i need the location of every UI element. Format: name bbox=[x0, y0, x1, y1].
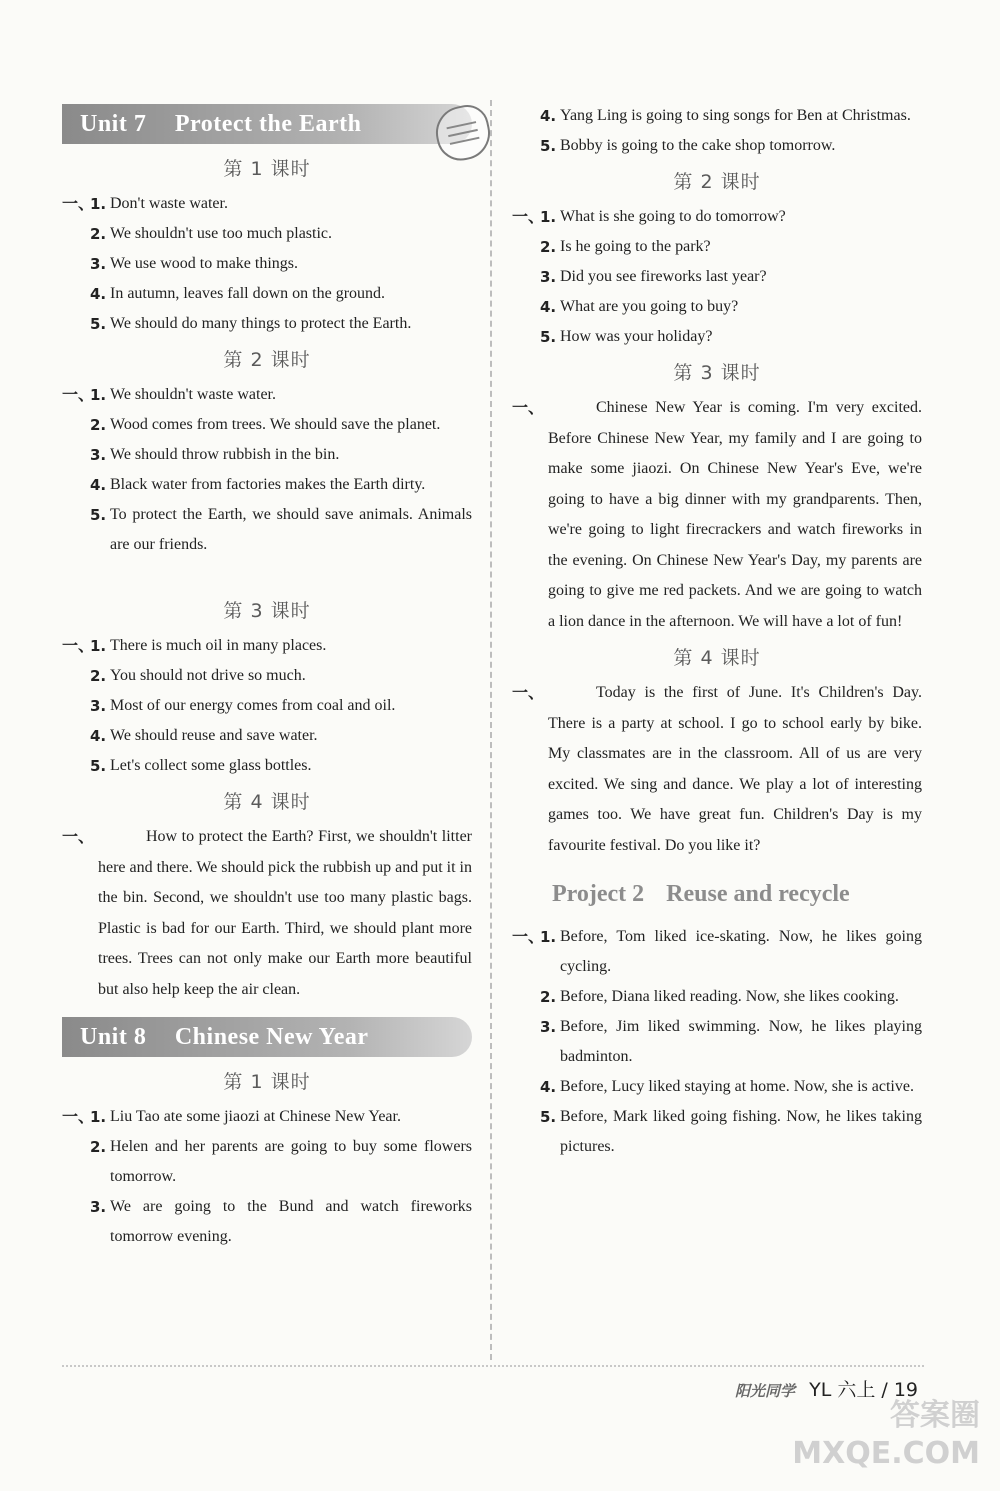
item-number: 2. bbox=[90, 667, 107, 685]
list-item bbox=[512, 262, 922, 292]
item-text: Is he going to the park? bbox=[560, 238, 711, 255]
item-text: Helen and her parents are going to buy some flowers tomorrow. bbox=[110, 1138, 472, 1185]
list-item bbox=[62, 380, 472, 410]
item-number: 1. bbox=[540, 928, 557, 946]
item-text: What are you going to buy? bbox=[560, 298, 739, 315]
lesson-heading: 第 2 课时 bbox=[673, 171, 761, 193]
watermark-line1: 答案圈 bbox=[890, 1398, 980, 1433]
section-mark: 一、 bbox=[62, 1107, 95, 1126]
item-text: There is much oil in many places. bbox=[110, 637, 327, 654]
item-number: 3. bbox=[90, 446, 107, 464]
lesson-heading: 第 4 课时 bbox=[673, 647, 761, 669]
list-item bbox=[62, 751, 472, 781]
footer-divider bbox=[62, 1365, 924, 1367]
list-item bbox=[62, 279, 472, 309]
watermark-logo bbox=[792, 1397, 980, 1473]
list-item bbox=[62, 309, 472, 339]
item-text: We are going to the Bund and watch fireworks tomorrow evening. bbox=[110, 1198, 472, 1245]
item-number: 5. bbox=[90, 506, 107, 524]
item-number: 2. bbox=[90, 416, 107, 434]
item-text: Before, Jim liked swimming. Now, he likes playing badminton. bbox=[560, 1018, 922, 1065]
lesson-heading: 第 1 课时 bbox=[223, 1071, 311, 1093]
item-text: Liu Tao ate some jiaozi at Chinese New Year. bbox=[110, 1108, 401, 1125]
item-number: 1. bbox=[90, 637, 107, 655]
item-number: 2. bbox=[90, 225, 107, 243]
item-number: 2. bbox=[540, 988, 557, 1006]
list-item bbox=[512, 202, 922, 232]
list-item bbox=[512, 322, 922, 352]
item-number: 5. bbox=[90, 757, 107, 775]
item-number: 1. bbox=[90, 1108, 107, 1126]
section-mark: 一、 bbox=[62, 827, 95, 846]
item-number: 3. bbox=[90, 697, 107, 715]
item-number: 1. bbox=[90, 386, 107, 404]
item-number: 4. bbox=[90, 285, 107, 303]
item-number: 5. bbox=[540, 137, 557, 155]
exercise-list bbox=[512, 922, 922, 1162]
list-item bbox=[62, 249, 472, 279]
section-mark: 一、 bbox=[62, 385, 95, 404]
item-number: 1. bbox=[90, 195, 107, 213]
brand-logo: 阳光同学 bbox=[735, 1382, 796, 1400]
list-item bbox=[512, 101, 922, 131]
paragraph-text: Chinese New Year is coming. I'm very excited. Before Chinese New Year, my family and I are going to make some jiaozi. On Chinese New Year's Eve, we're going to have a big dinner with my grandparents. Then, we're going to light firecrackers and watch fireworks in the evening. On Chinese New Year's Day, my parents are going to give me red packets. And we are going to watch a lion dance in the afternoon. We will have a lot of fun! bbox=[548, 399, 922, 630]
item-number: 5. bbox=[540, 328, 557, 346]
item-number: 4. bbox=[90, 727, 107, 745]
unit7-label: Unit 7 bbox=[80, 111, 147, 137]
item-number: 2. bbox=[540, 238, 557, 256]
lesson-heading: 第 4 课时 bbox=[223, 791, 311, 813]
item-text: Most of our energy comes from coal and oil. bbox=[110, 697, 396, 714]
list-item bbox=[512, 1012, 922, 1072]
page-number: / 19 bbox=[881, 1379, 918, 1401]
item-text: In autumn, leaves fall down on the ground. bbox=[110, 285, 386, 302]
item-number: 3. bbox=[540, 1018, 557, 1036]
list-item bbox=[62, 1132, 472, 1192]
item-text: We should reuse and save water. bbox=[110, 727, 318, 744]
item-text: We shouldn't use too much plastic. bbox=[110, 225, 333, 242]
exercise-list bbox=[512, 202, 922, 352]
item-number: 3. bbox=[90, 255, 107, 273]
list-item bbox=[512, 982, 922, 1012]
list-item bbox=[62, 1192, 472, 1252]
list-item bbox=[62, 470, 472, 500]
item-number: 5. bbox=[90, 315, 107, 333]
exercise-list bbox=[62, 631, 472, 781]
item-number: 4. bbox=[540, 107, 557, 125]
project-label: Project 2 bbox=[552, 881, 645, 907]
item-text: You should not drive so much. bbox=[110, 667, 306, 684]
item-text: Wood comes from trees. We should save the planet. bbox=[110, 416, 441, 433]
item-number: 3. bbox=[90, 1198, 107, 1216]
item-text: We should throw rubbish in the bin. bbox=[110, 446, 340, 463]
item-text: Let's collect some glass bottles. bbox=[110, 757, 312, 774]
exercise-list bbox=[62, 1102, 472, 1252]
list-item bbox=[62, 631, 472, 661]
list-item bbox=[512, 922, 922, 982]
list-item bbox=[62, 721, 472, 751]
lesson-heading: 第 1 课时 bbox=[223, 158, 311, 180]
item-text: Black water from factories makes the Earth dirty. bbox=[110, 476, 426, 493]
item-number: 4. bbox=[540, 298, 557, 316]
item-text: Before, Diana liked reading. Now, she likes cooking. bbox=[560, 988, 899, 1005]
item-text: Did you see fireworks last year? bbox=[560, 268, 767, 285]
item-text: Before, Tom liked ice-skating. Now, he likes going cycling. bbox=[560, 928, 922, 975]
list-item bbox=[512, 1102, 922, 1162]
right-column bbox=[512, 101, 922, 1162]
project-title: Reuse and recycle bbox=[666, 881, 850, 907]
lesson-heading: 第 3 课时 bbox=[223, 600, 311, 622]
lesson-heading: 第 2 课时 bbox=[223, 349, 311, 371]
item-text: Before, Lucy liked staying at home. Now, she is active. bbox=[560, 1078, 914, 1095]
list-item bbox=[62, 500, 472, 560]
unit7-title: Protect the Earth bbox=[174, 111, 362, 137]
paragraph-text: Today is the first of June. It's Children's Day. There is a party at school. I go to school early by bike. My classmates are in the classroom. All of us are very excited. We sing and dance. We play a lot of interesting games too. We have great fun. Children's Day is my favourite festival. Do you like it? bbox=[548, 684, 922, 854]
item-text: What is she going to do tomorrow? bbox=[560, 208, 786, 225]
section-mark: 一、 bbox=[512, 683, 545, 702]
column-divider bbox=[490, 100, 492, 1360]
item-number: 2. bbox=[90, 1138, 107, 1156]
section-mark: 一、 bbox=[62, 636, 95, 655]
item-number: 3. bbox=[540, 268, 557, 286]
section-mark: 一、 bbox=[512, 398, 545, 417]
list-item bbox=[62, 440, 472, 470]
book-code: YL 六上 bbox=[809, 1379, 876, 1401]
unit8-title: Chinese New Year bbox=[174, 1024, 369, 1050]
list-item bbox=[62, 189, 472, 219]
list-item bbox=[62, 691, 472, 721]
left-column bbox=[62, 96, 472, 1252]
exercise-list bbox=[62, 380, 472, 560]
list-item bbox=[512, 232, 922, 262]
list-item bbox=[512, 1072, 922, 1102]
unit8-label: Unit 8 bbox=[80, 1024, 147, 1050]
lesson-heading: 第 3 课时 bbox=[673, 362, 761, 384]
item-text: Yang Ling is going to sing songs for Ben at Christmas. bbox=[560, 107, 911, 124]
essay-paragraph bbox=[62, 822, 472, 1005]
section-mark: 一、 bbox=[62, 194, 95, 213]
item-text: How was your holiday? bbox=[560, 328, 713, 345]
watermark-line2: MXQE.COM bbox=[792, 1436, 980, 1471]
item-text: We should do many things to protect the Earth. bbox=[110, 315, 412, 332]
item-text: Don't waste water. bbox=[110, 195, 228, 212]
unit8-banner bbox=[62, 1017, 472, 1057]
list-item bbox=[512, 292, 922, 322]
item-number: 1. bbox=[540, 208, 557, 226]
list-item bbox=[62, 219, 472, 249]
essay-paragraph bbox=[512, 393, 922, 637]
section-mark: 一、 bbox=[512, 207, 545, 226]
list-item bbox=[62, 661, 472, 691]
exercise-list bbox=[62, 189, 472, 339]
list-item bbox=[62, 410, 472, 440]
unit7-banner bbox=[62, 104, 472, 144]
item-text: Before, Mark liked going fishing. Now, he likes taking pictures. bbox=[560, 1108, 922, 1155]
item-text: Bobby is going to the cake shop tomorrow. bbox=[560, 137, 836, 154]
item-number: 5. bbox=[540, 1108, 557, 1126]
project-heading bbox=[552, 881, 922, 908]
section-mark: 一、 bbox=[512, 927, 545, 946]
list-item bbox=[512, 131, 922, 161]
item-text: To protect the Earth, we should save animals. Animals are our friends. bbox=[110, 506, 472, 553]
item-text: We shouldn't waste water. bbox=[110, 386, 276, 403]
item-text: We use wood to make things. bbox=[110, 255, 299, 272]
list-item bbox=[62, 1102, 472, 1132]
exercise-list bbox=[512, 101, 922, 161]
paragraph-text: How to protect the Earth? First, we shouldn't litter here and there. We should pick the rubbish up and put it in the bin. Second, we shouldn't use too many plastic bags. Plastic is bad for our Earth. Third, we should plant more trees. Trees can not only make our Earth more beautiful but also help keep the air clean. bbox=[98, 828, 472, 998]
item-number: 4. bbox=[90, 476, 107, 494]
essay-paragraph bbox=[512, 678, 922, 861]
item-number: 4. bbox=[540, 1078, 557, 1096]
